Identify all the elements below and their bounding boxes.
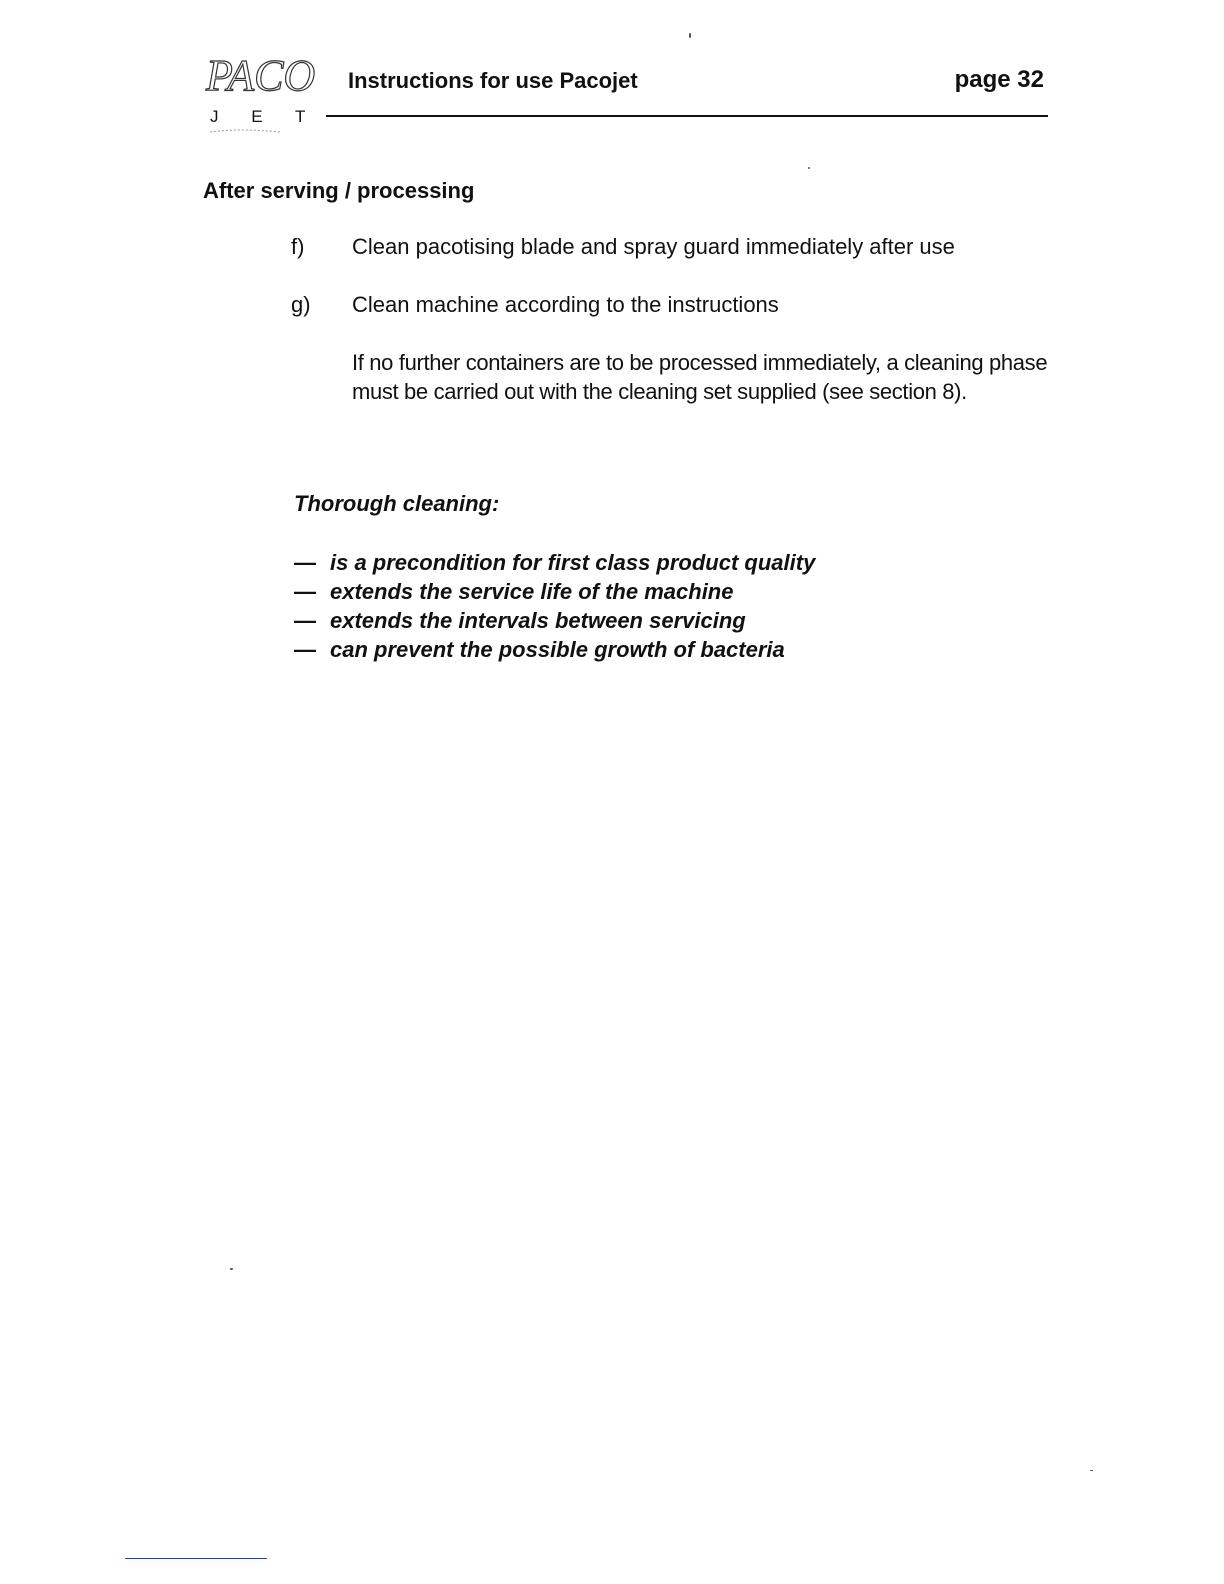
step-text: Clean machine according to the instructions (352, 292, 779, 317)
scan-speck (808, 167, 810, 169)
section-heading: After serving / processing (203, 178, 475, 203)
list-item-text: can prevent the possible growth of bacteria (330, 637, 785, 662)
cleaning-subheading: Thorough cleaning: (294, 491, 500, 516)
list-item-text: extends the intervals between servicing (330, 608, 746, 633)
header-divider (326, 115, 1048, 117)
dash-bullet: — (294, 637, 316, 662)
cleaning-benefits-list (294, 548, 815, 664)
page-number: page 32 (954, 66, 1044, 93)
list-item (294, 606, 815, 635)
step-marker: f) (291, 234, 305, 259)
scan-speck (689, 33, 691, 38)
cleaning-note: If no further containers are to be processed immediately, a cleaning phase must be carried out with the cleaning set supplied (see section 8). (352, 350, 1048, 404)
logo-script-text: PACO (206, 51, 316, 100)
list-item-text: extends the service life of the machine (330, 579, 734, 604)
document-title: Instructions for use Pacojet (348, 68, 638, 93)
scan-speck (1090, 1470, 1093, 1471)
list-item (294, 548, 815, 577)
step-text: Clean pacotising blade and spray guard immediately after use (352, 234, 955, 259)
step-marker: g) (291, 292, 311, 317)
dash-bullet: — (294, 579, 316, 604)
list-item-text: is a precondition for first class product quality (330, 550, 816, 575)
footer-divider (125, 1558, 267, 1559)
dash-bullet: — (294, 608, 316, 633)
list-item (294, 577, 815, 606)
list-item (294, 635, 815, 664)
logo-jet-text: J E T (210, 107, 320, 126)
pacojet-logo (200, 28, 325, 138)
dash-bullet: — (294, 550, 316, 575)
scan-speck (230, 1268, 233, 1270)
